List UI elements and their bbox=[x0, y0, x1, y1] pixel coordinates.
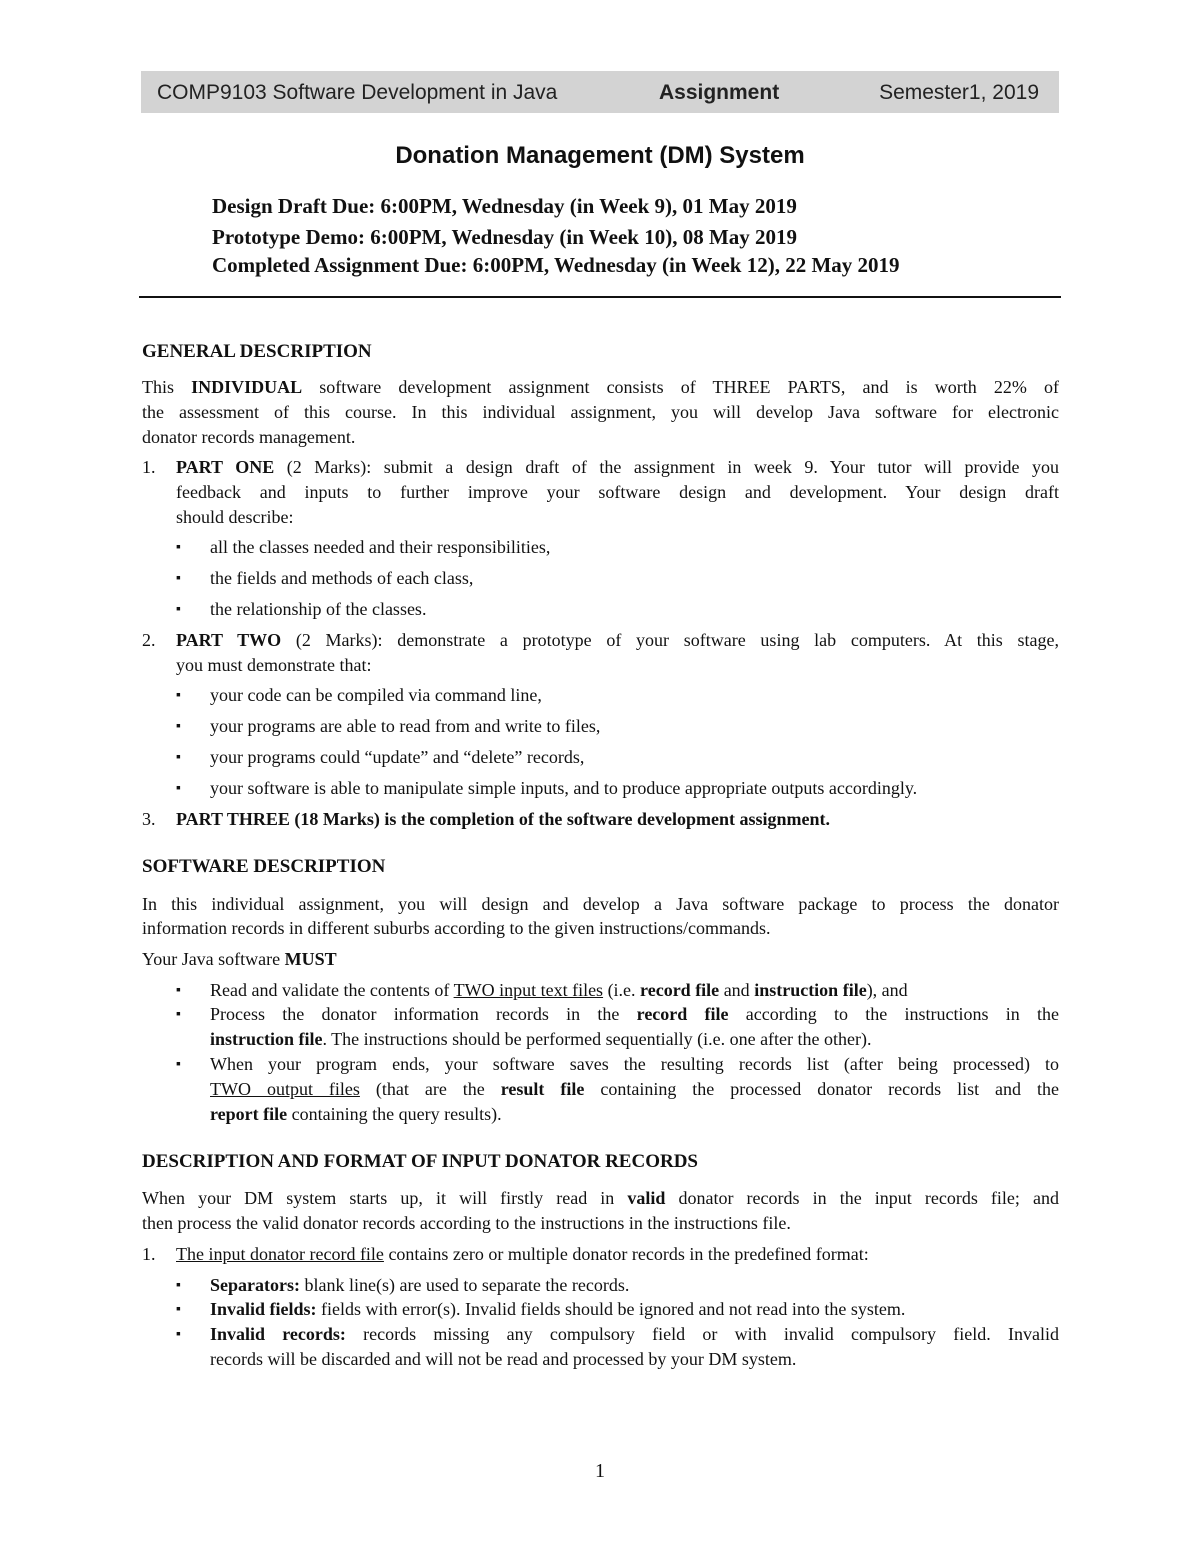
software-bullet-3-line-1: When your program ends, your software saves the resulting records list (after being processed) to bbox=[210, 1054, 1059, 1074]
part-one-bullet-3: the relationship of the classes. bbox=[210, 599, 427, 619]
bullet-icon: ▪ bbox=[176, 1007, 181, 1022]
bullet-icon: ▪ bbox=[176, 602, 181, 617]
due-prototype-demo: Prototype Demo: 6:00PM, Wednesday (in Week 10), 08 May 2019 bbox=[212, 225, 798, 249]
software-line-2: information records in different suburbs according to the given instructions/commands. bbox=[142, 918, 771, 938]
page-header bbox=[141, 71, 1059, 113]
input-records-heading: DESCRIPTION AND FORMAT OF INPUT DONATOR RECORDS bbox=[142, 1151, 698, 1172]
header-doc-type: Assignment bbox=[659, 81, 780, 104]
part-one-line-2: feedback and inputs to further improve your software design and development. Your design draft bbox=[176, 482, 1059, 502]
software-description-heading: SOFTWARE DESCRIPTION bbox=[142, 856, 386, 877]
part-two-bullet-3: your programs could “update” and “delete” records, bbox=[210, 747, 585, 767]
page-number: 1 bbox=[595, 1460, 605, 1482]
part-two-line-2: you must demonstrate that: bbox=[176, 655, 372, 675]
part-two-bullet-2: your programs are able to read from and write to files, bbox=[210, 716, 601, 736]
title-divider bbox=[139, 296, 1061, 298]
part-two-line-1: PART TWO (2 Marks): demonstrate a prototype of your software using lab computers. At this stage, bbox=[176, 630, 1059, 650]
software-must-line: Your Java software MUST bbox=[142, 949, 337, 969]
bullet-icon: ▪ bbox=[176, 1278, 181, 1293]
general-intro-line-3: donator records management. bbox=[142, 427, 356, 447]
bullet-icon: ▪ bbox=[176, 983, 181, 998]
input-bullet-separators: Separators: blank line(s) are used to separate the records. bbox=[210, 1275, 630, 1295]
input-bullet-invalid-records-line-1: Invalid records: records missing any compulsory field or with invalid compulsory field. Invalid bbox=[210, 1324, 1059, 1344]
bullet-icon: ▪ bbox=[176, 1302, 181, 1317]
software-bullet-2-line-2: instruction file. The instructions should be performed sequentially (i.e. one after the other). bbox=[210, 1029, 872, 1049]
part-one-number: 1. bbox=[142, 457, 156, 477]
due-design-draft: Design Draft Due: 6:00PM, Wednesday (in Week 9), 01 May 2019 bbox=[212, 194, 797, 218]
software-bullet-3-line-2: TWO output files (that are the result file containing the processed donator records list and the bbox=[210, 1079, 1060, 1099]
part-one-line-3: should describe: bbox=[176, 507, 294, 527]
due-completed-assignment: Completed Assignment Due: 6:00PM, Wednesday (in Week 12), 22 May 2019 bbox=[212, 253, 900, 277]
input-bullet-invalid-records-line-2: records will be discarded and will not be read and processed by your DM system. bbox=[210, 1349, 797, 1369]
software-line-1: In this individual assignment, you will design and develop a Java software package to process the donator bbox=[142, 894, 1059, 914]
part-three-text: PART THREE (18 Marks) is the completion of the software development assignment. bbox=[176, 809, 831, 829]
part-two-bullet-1: your code can be compiled via command line, bbox=[210, 685, 542, 705]
general-description-heading: GENERAL DESCRIPTION bbox=[142, 341, 372, 362]
header-semester: Semester1, 2019 bbox=[879, 81, 1039, 104]
part-two-number: 2. bbox=[142, 630, 156, 650]
bullet-icon: ▪ bbox=[176, 540, 181, 555]
document-title: Donation Management (DM) System bbox=[395, 142, 805, 169]
bullet-icon: ▪ bbox=[176, 750, 181, 765]
software-bullet-3-line-3: report file containing the query results). bbox=[210, 1104, 502, 1124]
part-three-number: 3. bbox=[142, 809, 156, 829]
input-item-1-number: 1. bbox=[142, 1244, 156, 1264]
input-bullet-invalid-fields: Invalid fields: fields with error(s). Invalid fields should be ignored and not read into the system. bbox=[210, 1299, 906, 1319]
part-one-bullet-2: the fields and methods of each class, bbox=[210, 568, 474, 588]
bullet-icon: ▪ bbox=[176, 1057, 181, 1072]
software-bullet-2-line-1: Process the donator information records in the record file according to the instructions in the bbox=[210, 1004, 1059, 1024]
bullet-icon: ▪ bbox=[176, 688, 181, 703]
bullet-icon: ▪ bbox=[176, 571, 181, 586]
software-bullet-1: Read and validate the contents of TWO input text files (i.e. record file and instruction file), and bbox=[210, 980, 908, 1000]
bullet-icon: ▪ bbox=[176, 1327, 181, 1342]
bullet-icon: ▪ bbox=[176, 781, 181, 796]
part-one-line-1: PART ONE (2 Marks): submit a design draft of the assignment in week 9. Your tutor will provide you bbox=[176, 457, 1059, 477]
header-course: COMP9103 Software Development in Java bbox=[157, 81, 558, 104]
part-two-bullet-4: your software is able to manipulate simple inputs, and to produce appropriate outputs accordingly. bbox=[210, 778, 918, 798]
general-intro-line-1: This INDIVIDUAL software development assignment consists of THREE PARTS, and is worth 22% of bbox=[142, 377, 1059, 397]
input-desc-line-1: When your DM system starts up, it will firstly read in valid donator records in the input records file; and bbox=[142, 1188, 1059, 1208]
general-intro-line-2: the assessment of this course. In this individual assignment, you will develop Java software for electronic bbox=[142, 402, 1059, 422]
part-one-bullet-1: all the classes needed and their responsibilities, bbox=[210, 537, 551, 557]
input-desc-line-2: then process the valid donator records according to the instructions in the instructions file. bbox=[142, 1213, 791, 1233]
input-item-1-text: The input donator record file contains zero or multiple donator records in the predefined format: bbox=[176, 1244, 869, 1264]
bullet-icon: ▪ bbox=[176, 719, 181, 734]
